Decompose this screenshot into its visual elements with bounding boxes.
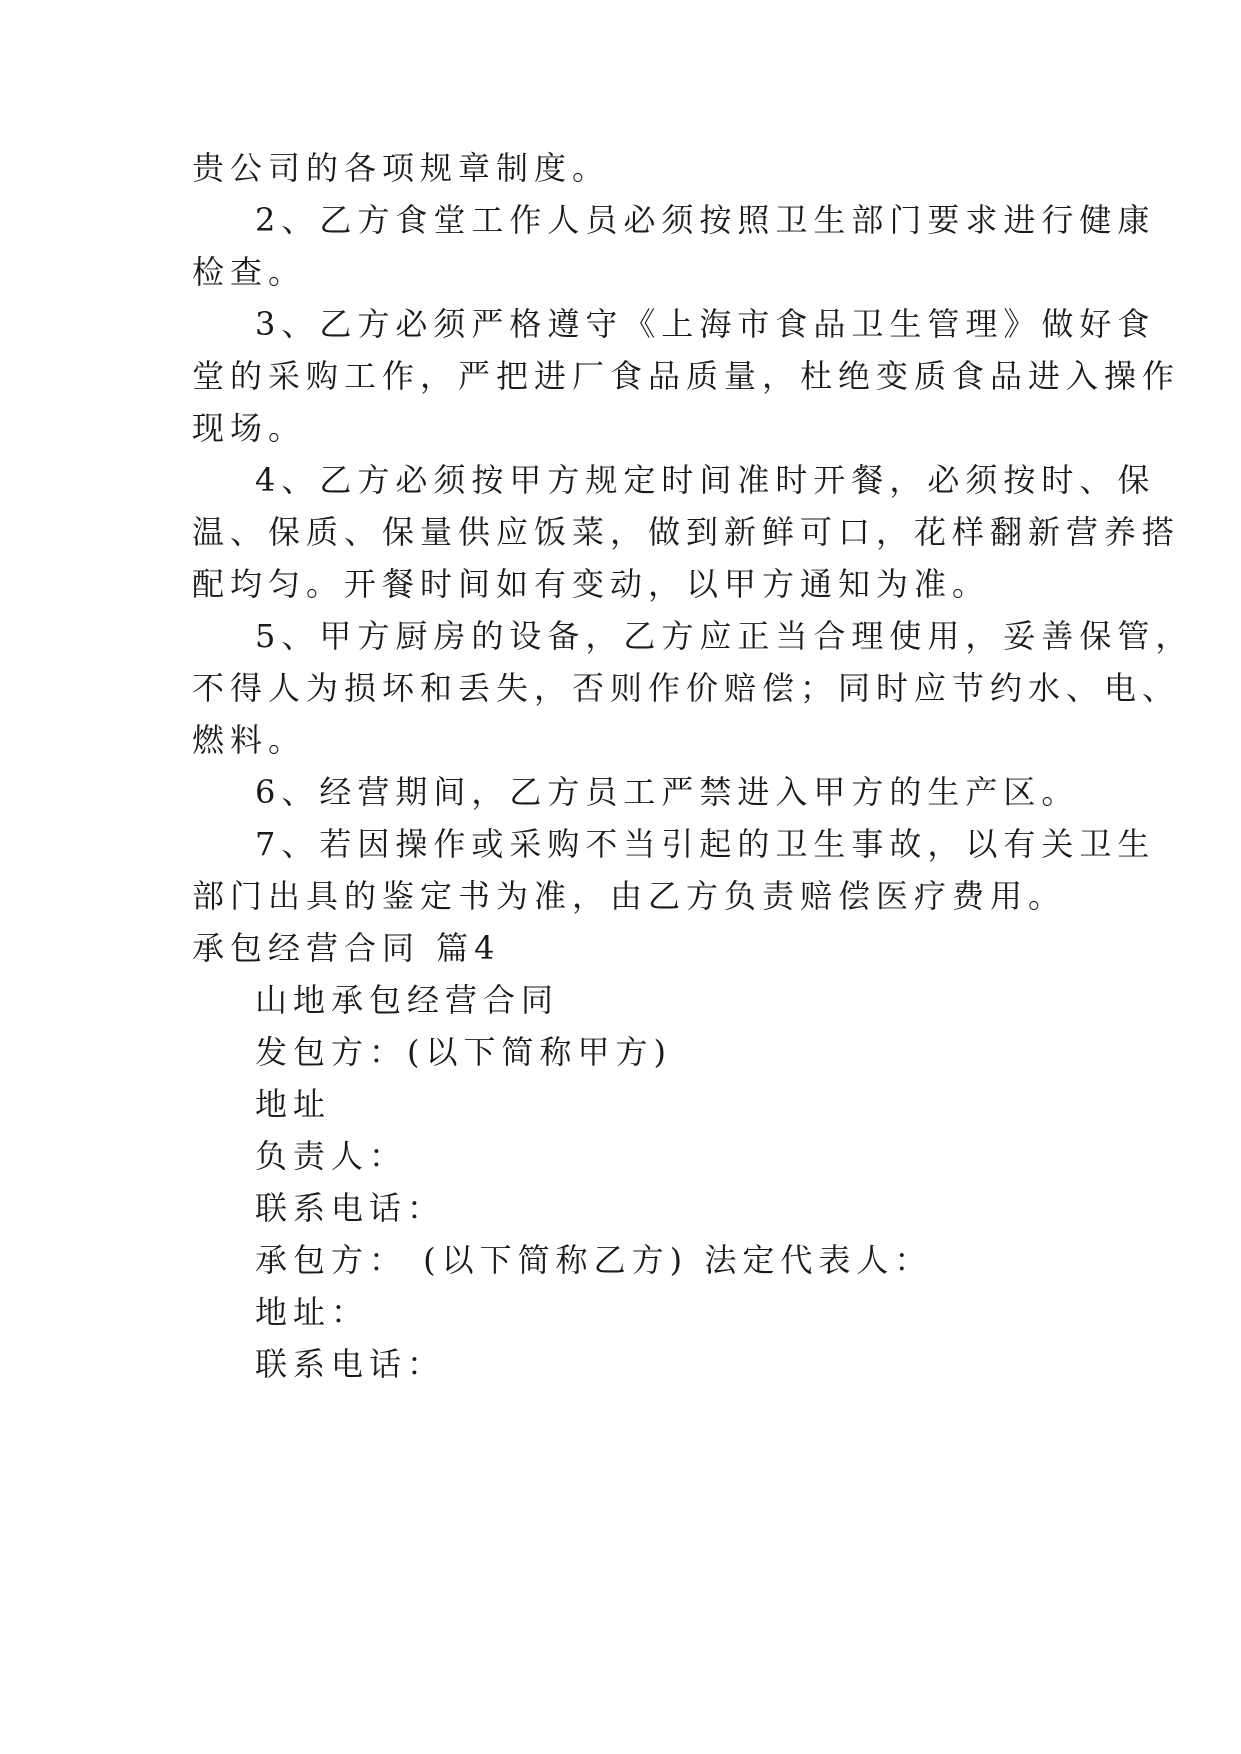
text-line: 不得人为损坏和丢失，否则作价赔偿；同时应节约水、电、 <box>192 669 1181 707</box>
section-heading: 承包经营合同 篇4 <box>192 929 501 967</box>
clause-2-line: 2、乙方食堂工作人员必须按照卫生部门要求进行健康 <box>255 201 1156 239</box>
party-b-address: 地址： <box>255 1293 370 1331</box>
contract-title: 山地承包经营合同 <box>255 981 560 1019</box>
text-line: 燃料。 <box>192 721 307 759</box>
party-a-address: 地址 <box>255 1085 332 1123</box>
text-line: 部门出具的鉴定书为准，由乙方负责赔偿医疗费用。 <box>192 877 1067 915</box>
clause-6-line: 6、经营期间，乙方员工严禁进入甲方的生产区。 <box>255 773 1080 811</box>
text-line: 配均匀。开餐时间如有变动，以甲方通知为准。 <box>192 565 991 603</box>
party-b-label: 承包方： (以下简称乙方) 法定代表人： <box>255 1241 933 1279</box>
clause-5-line: 5、甲方厨房的设备，乙方应正当合理使用，妥善保管， <box>255 617 1194 655</box>
clause-7-line: 7、若因操作或采购不当引起的卫生事故，以有关卫生 <box>255 825 1156 863</box>
party-b-phone: 联系电话： <box>255 1345 446 1383</box>
clause-3-line: 3、乙方必须严格遵守《上海市食品卫生管理》做好食 <box>255 305 1156 343</box>
text-line: 现场。 <box>192 409 307 447</box>
text-line: 检查。 <box>192 253 307 291</box>
text-line: 温、保质、保量供应饭菜，做到新鲜可口，花样翻新营养搭 <box>192 513 1181 551</box>
clause-4-line: 4、乙方必须按甲方规定时间准时开餐，必须按时、保 <box>255 461 1156 499</box>
text-line: 堂的采购工作，严把进厂食品质量，杜绝变质食品进入操作 <box>192 357 1181 395</box>
party-a-label: 发包方：(以下简称甲方) <box>255 1033 672 1071</box>
party-a-contact-person: 负责人： <box>255 1137 408 1175</box>
party-a-phone: 联系电话： <box>255 1189 446 1227</box>
text-line: 贵公司的各项规章制度。 <box>192 149 611 187</box>
